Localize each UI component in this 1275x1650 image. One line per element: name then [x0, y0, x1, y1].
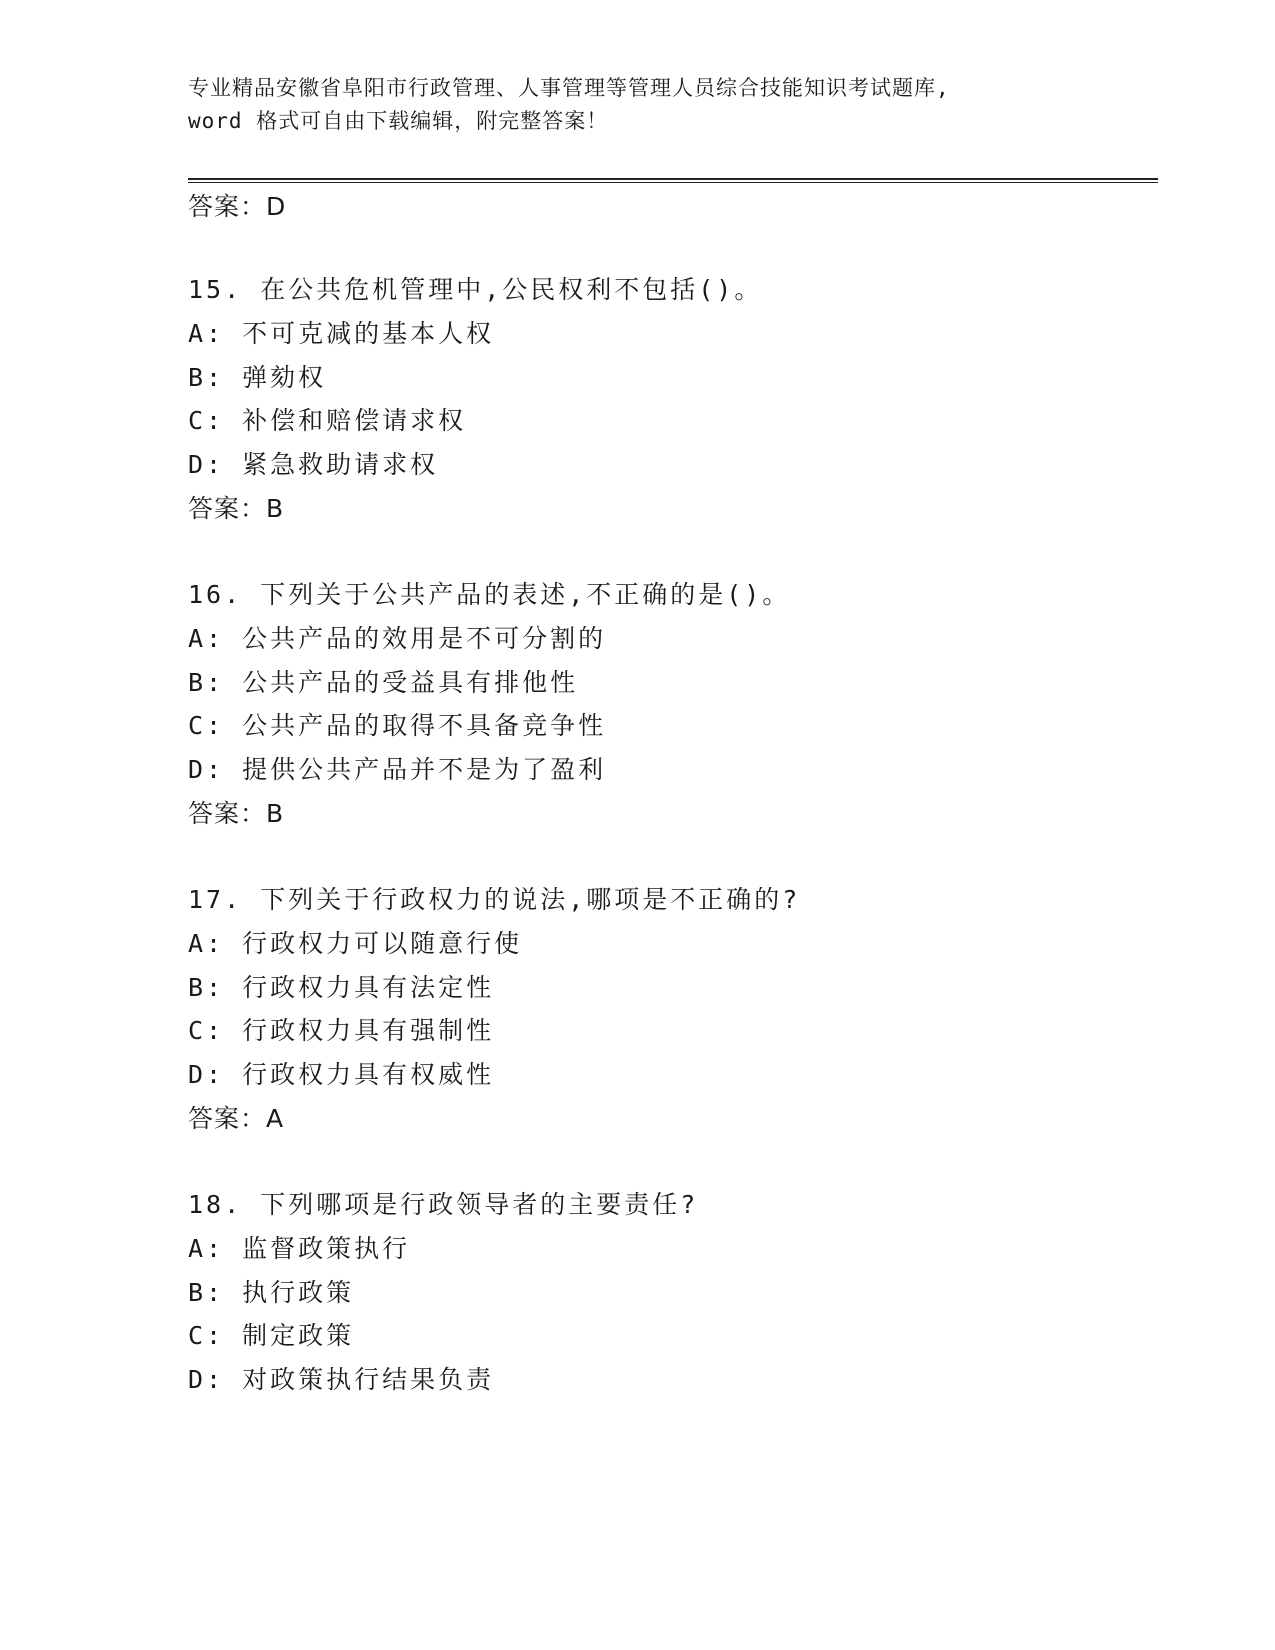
question-16-option-b: B: 公共产品的受益具有排他性 [188, 668, 579, 697]
question-16-option-c: C: 公共产品的取得不具备竞争性 [188, 711, 607, 740]
question-16-option-a: A: 公共产品的效用是不可分割的 [188, 624, 607, 653]
question-15-option-d: D: 紧急救助请求权 [188, 450, 439, 479]
header-divider [188, 178, 1158, 183]
header-line-2: word 格式可自由下载编辑，附完整答案！ [188, 109, 609, 133]
question-17-stem: 17. 下列关于行政权力的说法,哪项是不正确的? [188, 885, 801, 914]
question-16-stem: 16. 下列关于公共产品的表述,不正确的是()。 [188, 580, 791, 609]
header-line-1: 专业精品安徽省阜阳市行政管理、人事管理等管理人员综合技能知识考试题库, [188, 76, 950, 100]
question-18-option-c: C: 制定政策 [188, 1321, 355, 1350]
question-15-option-b: B: 弹劾权 [188, 363, 327, 392]
question-17-option-d: D: 行政权力具有权威性 [188, 1060, 495, 1089]
question-18-option-d: D: 对政策执行结果负责 [188, 1365, 495, 1394]
question-15-stem: 15. 在公共危机管理中,公民权利不包括()。 [188, 275, 763, 304]
question-17-answer: 答案：A [188, 1104, 285, 1133]
question-15-answer: 答案：B [188, 494, 285, 523]
previous-answer: 答案：D [188, 192, 287, 221]
question-17-option-c: C: 行政权力具有强制性 [188, 1016, 495, 1045]
question-18-option-b: B: 执行政策 [188, 1278, 355, 1307]
question-17-option-b: B: 行政权力具有法定性 [188, 973, 495, 1002]
page-header [188, 72, 1088, 138]
question-18-stem: 18. 下列哪项是行政领导者的主要责任? [188, 1190, 699, 1219]
question-17-option-a: A: 行政权力可以随意行使 [188, 929, 523, 958]
question-15-option-c: C: 补偿和赔偿请求权 [188, 406, 467, 435]
question-16-option-d: D: 提供公共产品并不是为了盈利 [188, 755, 607, 784]
question-18-option-a: A: 监督政策执行 [188, 1234, 411, 1263]
question-16-answer: 答案：B [188, 799, 285, 828]
question-15-option-a: A: 不可克减的基本人权 [188, 319, 495, 348]
